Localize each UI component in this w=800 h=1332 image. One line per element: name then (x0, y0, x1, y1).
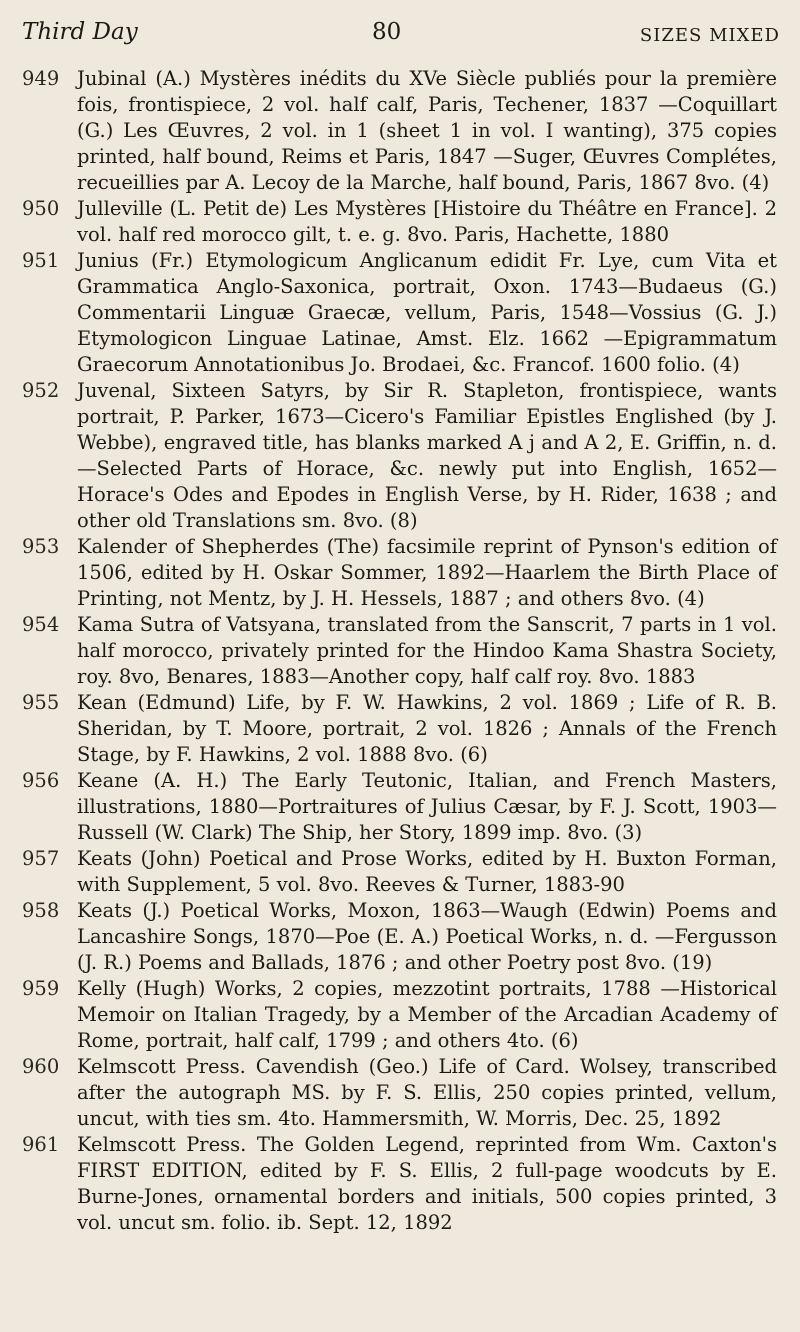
lot-description: Junius (Fr.) Etymologicum Anglicanum edidit Fr. Lye, cum Vita et Grammatica Anglo-Saxonica, portrait, Oxon. 1743—Budaeus (G.) Commentarii Linguæ Graecæ, vellum, Paris, 1548—Vossius (G. J.) Etymologicon Linguae Latinae, Amst. Elz. 1662 —Epigrammatum Graecorum Annotationibus Jo. Brodaei, &c. Francof. 1600 folio. (4) (77, 249, 777, 376)
lot-description: Keats (John) Poetical and Prose Works, edited by H. Buxton Forman, with Supplement, 5 vol. 8vo. Reeves & Turner, 1883-90 (77, 847, 777, 896)
running-head: SIZES MIXED (639, 25, 780, 46)
lot-description: Kelmscott Press. The Golden Legend, reprinted from Wm. Caxton's FIRST EDITION, edited by F. S. Ellis, 2 full-page woodcuts by E. Burne-Jones, ornamental borders and initials, 500 copies printed, 3 vol. uncut sm. folio. ib. Sept. 12, 1892 (77, 1133, 777, 1234)
lot-description: Kama Sutra of Vatsyana, translated from the Sanscrit, 7 parts in 1 vol. half morocco, privately printed for the Hindoo Kama Shastra Society, roy. 8vo, Benares, 1883—Another copy, half calf roy. 8vo. 1883 (77, 613, 777, 688)
lot-entry (0, 66, 800, 196)
lot-description: Jubinal (A.) Mystères inédits du XVe Siècle publiés pour la première fois, frontispiece, 2 vol. half calf, Paris, Techener, 1837 —Coquillart (G.) Les Œuvres, 2 vol. in 1 (sheet 1 in vol. I wanting), 375 copies printed, half bound, Reims et Paris, 1847 —Suger, Œuvres Complétes, recueillies par A. Lecoy de la Marche, half bound, Paris, 1867 8vo. (4) (77, 67, 777, 194)
lot-number: 952 (22, 379, 60, 402)
lot-number: 957 (22, 847, 60, 870)
lot-description: Kean (Edmund) Life, by F. W. Hawkins, 2 vol. 1869 ; Life of R. B. Sheridan, by T. Moore, portrait, 2 vol. 1826 ; Annals of the French Stage, by F. Hawkins, 2 vol. 1888 8vo. (6) (77, 691, 777, 766)
lot-number: 955 (22, 691, 60, 714)
lot-entry (0, 690, 800, 768)
section-title: Third Day (22, 19, 138, 45)
lot-number: 956 (22, 769, 60, 792)
lot-entry (0, 196, 800, 248)
lot-description: Keane (A. H.) The Early Teutonic, Italian, and French Masters, illustrations, 1880—Portraitures of Julius Cæsar, by F. J. Scott, 1903—Russell (W. Clark) The Ship, her Story, 1899 imp. 8vo. (3) (77, 769, 777, 844)
lot-description: Kelly (Hugh) Works, 2 copies, mezzotint portraits, 1788 —Historical Memoir on Italian Tragedy, by a Member of the Arcadian Academy of Rome, portrait, half calf, 1799 ; and others 4to. (6) (77, 977, 777, 1052)
lot-entry (0, 846, 800, 898)
lot-number: 949 (22, 67, 60, 90)
page-header (0, 18, 800, 58)
lot-entry (0, 1132, 800, 1236)
lot-entry (0, 898, 800, 976)
lot-description: Kelmscott Press. Cavendish (Geo.) Life of Card. Wolsey, transcribed after the autograph MS. by F. S. Ellis, 250 copies printed, vellum, uncut, with ties sm. 4to. Hammersmith, W. Morris, Dec. 25, 1892 (77, 1055, 777, 1130)
lot-entry (0, 976, 800, 1054)
lot-number: 954 (22, 613, 60, 636)
lot-description: Kalender of Shepherdes (The) facsimile reprint of Pynson's edition of 1506, edited by H. Oskar Sommer, 1892—Haarlem the Birth Place of Printing, not Mentz, by J. H. Hessels, 1887 ; and others 8vo. (4) (77, 535, 777, 610)
lot-entry (0, 1054, 800, 1132)
lot-description: Juvenal, Sixteen Satyrs, by Sir R. Stapleton, frontispiece, wants portrait, P. Parker, 1673—Cicero's Familiar Epistles Englished (by J. Webbe), engraved title, has blanks marked A j and A 2, E. Griffin, n. d.—Selected Parts of Horace, &c. newly put into English, 1652—Horace's Odes and Epodes in English Verse, by H. Rider, 1638 ; and other old Translations sm. 8vo. (8) (77, 379, 777, 532)
lot-description: Keats (J.) Poetical Works, Moxon, 1863—Waugh (Edwin) Poems and Lancashire Songs, 1870—Poe (E. A.) Poetical Works, n. d. —Fergusson (J. R.) Poems and Ballads, 1876 ; and other Poetry post 8vo. (19) (77, 899, 777, 974)
lot-number: 960 (22, 1055, 60, 1078)
lot-entry (0, 768, 800, 846)
lot-number: 961 (22, 1133, 60, 1156)
lot-number: 953 (22, 535, 60, 558)
lot-entry (0, 378, 800, 534)
lot-entry (0, 248, 800, 378)
lot-entry (0, 612, 800, 690)
lot-number: 959 (22, 977, 60, 1000)
lot-number: 958 (22, 899, 60, 922)
lot-entry (0, 534, 800, 612)
lot-description: Julleville (L. Petit de) Les Mystères [Histoire du Théâtre en France]. 2 vol. half red morocco gilt, t. e. g. 8vo. Paris, Hachette, 1880 (77, 197, 777, 246)
lot-number: 951 (22, 249, 60, 272)
lot-number: 950 (22, 197, 60, 220)
lot-list (0, 66, 800, 1236)
page-number: 80 (372, 19, 402, 45)
